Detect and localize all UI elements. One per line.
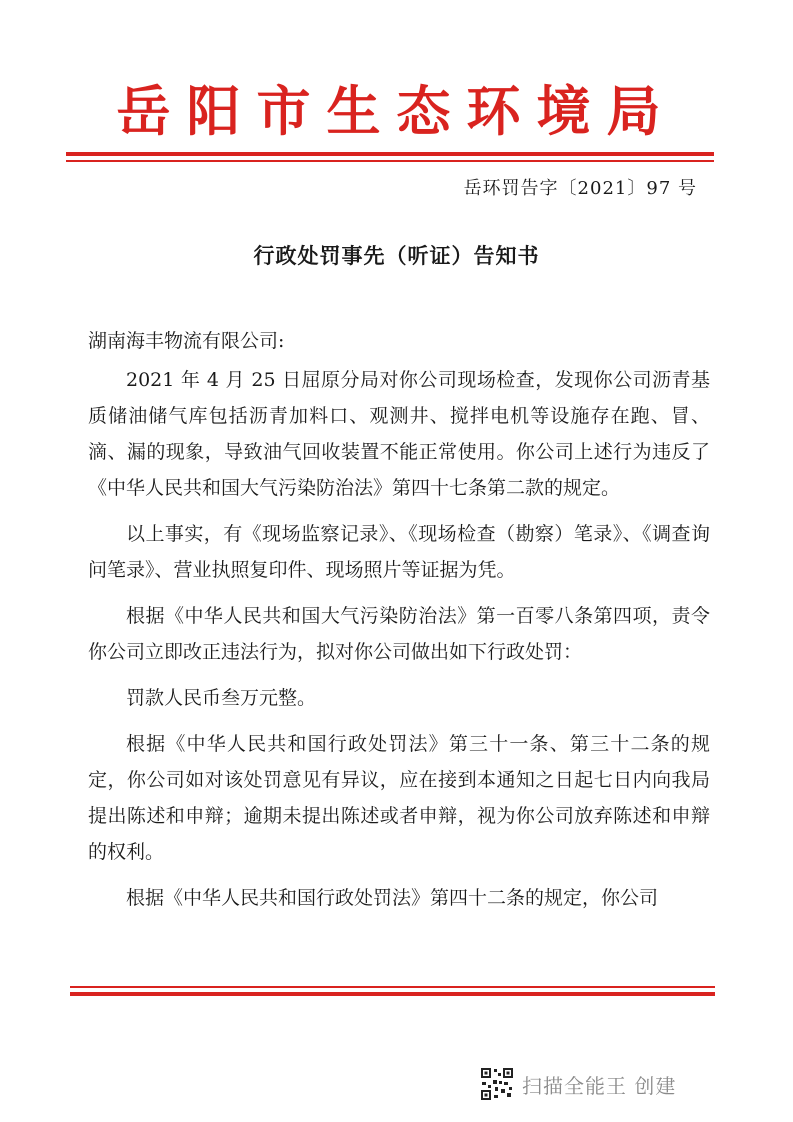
paragraph: 罚款人民币叁万元整。: [126, 687, 317, 709]
addressee: 湖南海丰物流有限公司:: [88, 330, 285, 352]
header-rule-thick: [66, 152, 714, 156]
paragraph: 根据《中华人民共和国行政处罚法》第四十二条的规定，你公司: [126, 887, 659, 909]
header-rule-thin: [66, 160, 714, 162]
footer-rule-thin: [70, 986, 715, 988]
watermark-text: 扫描全能王 创建: [522, 1073, 677, 1098]
footer-rule-thick: [70, 992, 715, 996]
organization-header: 岳阳市生态环境局: [116, 80, 677, 143]
paragraph: 根据《中华人民共和国大气污染防治法》第一百零八条第四项，责令你公司立即改正违法行为，拟对你公司做出如下行政处罚：: [88, 605, 710, 663]
qr-code-icon: [480, 1067, 514, 1101]
document-title: 行政处罚事先（听证）告知书: [253, 244, 540, 268]
paragraph: 根据《中华人民共和国行政处罚法》第三十一条、第三十二条的规定，你公司如对该处罚意见有异议，应在接到本通知之日起七日内向我局提出陈述和申辩；逾期未提出陈述或者申辩，视为你公司放弃陈述和申辩的权利。: [88, 733, 710, 863]
scanner-watermark: [480, 1066, 676, 1102]
paragraph: 2021 年 4 月 25 日屈原分局对你公司现场检查，发现你公司沥青基质储油储气库包括沥青加料口、观测井、搅拌电机等设施存在跑、冒、滴、漏的现象，导致油气回收装置不能正常使用。你公司上述行为违反了《中华人民共和国大气污染防治法》第四十七条第二款的规定。: [88, 369, 710, 499]
document-body: [88, 362, 710, 926]
paragraph: 以上事实，有《现场监察记录》、《现场检查（勘察）笔录》、《调查询问笔录》、营业执照复印件、现场照片等证据为凭。: [88, 523, 710, 581]
document-number: 岳环罚告字〔2021〕97 号: [463, 178, 697, 199]
